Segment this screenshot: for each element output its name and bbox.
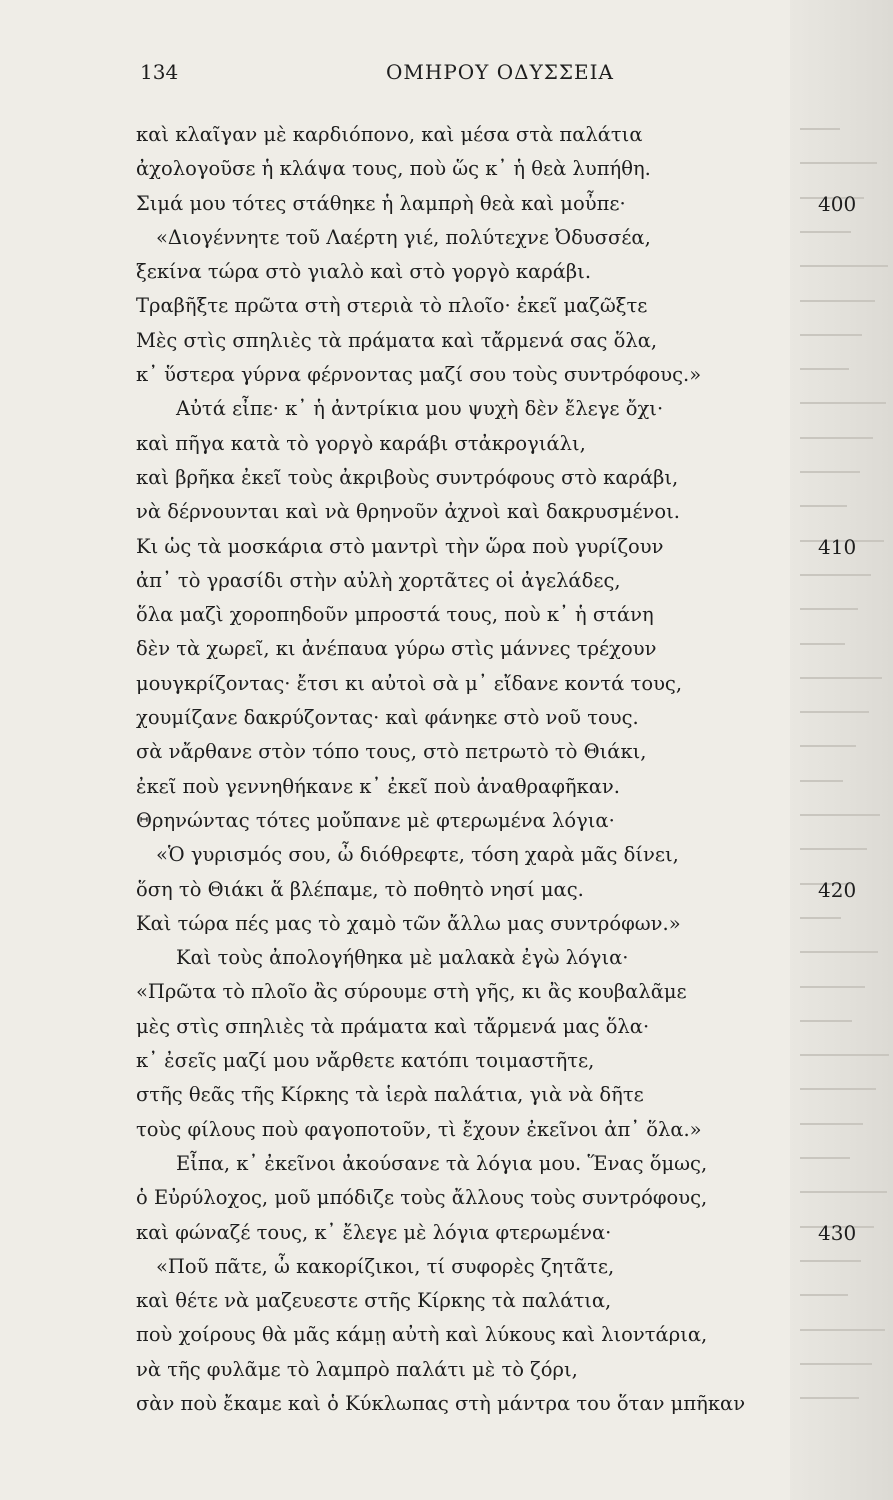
verse-text: ὁ Εὐρύλοχος, μοῦ μπόδιζε τοὺς ἄλλους τοὺς συντρόφους, — [136, 1186, 708, 1210]
verse-block — [136, 118, 876, 1421]
verse-text: «Διογέννητε τοῦ Λαέρτη γιέ, πολύτεχνε Ὀδυσσέα, — [156, 225, 651, 249]
verse-text: καὶ φώναζέ τους, κ᾽ ἔλεγε μὲ λόγια φτερωμένα· — [136, 1220, 612, 1244]
verse-line — [136, 701, 876, 735]
verse-line — [136, 907, 876, 941]
verse-line — [136, 804, 876, 838]
verse-line — [136, 1250, 876, 1284]
verse-line — [136, 1387, 876, 1421]
verse-line — [136, 358, 876, 392]
running-title: ΟΜΗΡΟΥ ΟΔΥΣΣΕΙΑ — [386, 60, 614, 84]
page-number: 134 — [140, 60, 179, 84]
verse-line — [136, 598, 876, 632]
verse-text: Καὶ τοὺς ἀπολογήθηκα μὲ μαλακὰ ἐγὼ λόγια· — [176, 946, 629, 970]
verse-text: ξεκίνα τώρα στὸ γιαλὸ καὶ στὸ γοργὸ καράβι. — [136, 260, 592, 284]
verse-line — [136, 1284, 876, 1318]
verse-text: ὅση τὸ Θιάκι ἅ βλέπαμε, τὸ ποθητὸ νησί μας. — [136, 877, 584, 901]
verse-line — [136, 495, 876, 529]
verse-line — [136, 427, 876, 461]
line-number: 400 — [818, 191, 857, 216]
verse-text: καὶ βρῆκα ἐκεῖ τοὺς ἀκριβοὺς συντρόφους στὸ καράβι, — [136, 465, 679, 489]
verse-text: «Ὁ γυρισμός σου, ὦ διόθρεφτε, τόση χαρὰ μᾶς δίνει, — [156, 843, 679, 867]
verse-text: ἀπ᾽ τὸ γρασίδι στὴν αὐλὴ χορτᾶτες οἱ ἀγελάδες, — [136, 568, 621, 592]
verse-text: «Ποῦ πᾶτε, ὦ κακορίζικοι, τί συφορὲς ζητᾶτε, — [156, 1254, 615, 1278]
verse-text: σὰ νἄρθανε στὸν τόπο τους, στὸ πετρωτὸ τὸ Θιάκι, — [136, 740, 647, 764]
line-number: 420 — [818, 877, 857, 902]
verse-text: δὲν τὰ χωρεῖ, κι ἀνέπαυα γύρω στὶς μάννες τρέχουν — [136, 637, 657, 661]
verse-line — [136, 255, 876, 289]
verse-text: Θρηνώντας τότες μοὔπανε μὲ φτερωμένα λόγια· — [136, 808, 615, 832]
verse-text: νὰ δέρνουνται καὶ νὰ θρηνοῦν ἀχνοὶ καὶ δακρυσμένοι. — [136, 500, 681, 524]
verse-line — [136, 118, 876, 152]
verse-text: χουμίζανε δακρύζοντας· καὶ φάνηκε στὸ νοῦ τους. — [136, 706, 639, 730]
verse-text: ἀχολογοῦσε ἡ κλάψα τους, ποὺ ὥς κ᾽ ἡ θεὰ λυπήθη. — [136, 157, 651, 181]
verse-text: ποὺ χοίρους θὰ μᾶς κάμῃ αὐτὴ καὶ λύκους καὶ λιοντάρια, — [136, 1323, 708, 1347]
verse-line — [136, 461, 876, 495]
line-number: 430 — [818, 1220, 857, 1245]
verse-text: νὰ τῆς φυλᾶμε τὸ λαμπρὸ παλάτι μὲ τὸ ζόρι, — [136, 1357, 578, 1381]
verse-text: καὶ κλαῖγαν μὲ καρδιόπονο, καὶ μέσα στὰ παλάτια — [136, 123, 643, 146]
verse-text: Τραβῆξτε πρῶτα στὴ στεριὰ τὸ πλοῖο· ἐκεῖ μαζῶξτε — [136, 294, 648, 318]
verse-line — [136, 392, 876, 426]
verse-line — [136, 324, 876, 358]
verse-text: κ᾽ ὕστερα γύρνα φέρνοντας μαζί σου τοὺς συντρόφους.» — [136, 363, 702, 387]
verse-text: σὰν ποὺ ἔκαμε καὶ ὁ Κύκλωπας στὴ μάντρα του ὅταν μπῆκαν — [136, 1391, 746, 1415]
verse-line — [136, 1010, 876, 1044]
verse-line — [136, 941, 876, 975]
verse-line — [136, 770, 876, 804]
verse-text: Αὐτά εἶπε· κ᾽ ἡ ἀντρίκια μου ψυχὴ δὲν ἔλεγε ὄχι· — [176, 397, 664, 421]
verse-text: καὶ θέτε νὰ μαζευεστε στῆς Κίρκης τὰ παλάτια, — [136, 1289, 612, 1313]
verse-text: Σιμά μου τότες στάθηκε ἡ λαμπρὴ θεὰ καὶ μοὖπε· — [136, 191, 626, 215]
verse-line — [136, 838, 876, 872]
verse-text: τοὺς φίλους ποὺ φαγοποτοῦν, τὶ ἔχουν ἐκεῖνοι ἀπ᾽ ὅλα.» — [136, 1117, 702, 1141]
verse-text: καὶ πῆγα κατὰ τὸ γοργὸ καράβι στἀκρογιάλι, — [136, 431, 586, 455]
verse-line — [136, 1318, 876, 1352]
verse-text: Καὶ τώρα πές μας τὸ χαμὸ τῶν ἄλλω μας συντρόφων.» — [136, 911, 681, 935]
verse-line — [136, 221, 876, 255]
verse-line — [136, 530, 876, 564]
verse-line — [136, 1147, 876, 1181]
verse-line — [136, 289, 876, 323]
verse-line — [136, 632, 876, 666]
verse-line — [136, 1181, 876, 1215]
verse-text: στῆς θεᾶς τῆς Κίρκης τὰ ἱερὰ παλάτια, γιὰ νὰ δῆτε — [136, 1083, 644, 1107]
verse-text: κ᾽ ἐσεῖς μαζί μου νἄρθετε κατόπι τοιμαστῆτε, — [136, 1049, 595, 1073]
verse-line — [136, 667, 876, 701]
verse-line — [136, 187, 876, 221]
verse-text: Κι ὡς τὰ μοσκάρια στὸ μαντρὶ τὴν ὥρα ποὺ γυρίζουν — [136, 534, 664, 558]
verse-text: ἐκεῖ ποὺ γεννηθήκανε κ᾽ ἐκεῖ ποὺ ἀναθραφῆκαν. — [136, 774, 620, 798]
verse-text: «Πρῶτα τὸ πλοῖο ἂς σύρουμε στὴ γῆς, κι ἂς κουβαλᾶμε — [136, 980, 687, 1004]
verse-text: μουγκρίζοντας· ἔτσι κι αὐτοὶ σὰ μ᾽ εἴδανε κοντά τους, — [136, 671, 683, 695]
verse-text: Εἶπα, κ᾽ ἐκεῖνοι ἀκούσανε τὰ λόγια μου. Ἕνας ὅμως, — [176, 1151, 708, 1175]
verse-text: Μὲς στὶς σπηλιὲς τὰ πράματα καὶ τἄρμενά σας ὅλα, — [136, 328, 658, 352]
page-header — [0, 60, 893, 90]
verse-text: μὲς στὶς σπηλιὲς τὰ πράματα καὶ τἄρμενά μας ὅλα· — [136, 1014, 650, 1038]
verse-text: ὅλα μαζὶ χοροπηδοῦν μπροστά τους, ποὺ κ᾽ ἡ στάνη — [136, 603, 654, 627]
verse-line — [136, 152, 876, 186]
verse-line — [136, 1353, 876, 1387]
verse-line — [136, 735, 876, 769]
verse-line — [136, 873, 876, 907]
verse-line — [136, 1113, 876, 1147]
verse-line — [136, 1078, 876, 1112]
verse-line — [136, 1044, 876, 1078]
line-number: 410 — [818, 534, 857, 559]
verse-line — [136, 975, 876, 1009]
verse-line — [136, 564, 876, 598]
verse-line — [136, 1216, 876, 1250]
